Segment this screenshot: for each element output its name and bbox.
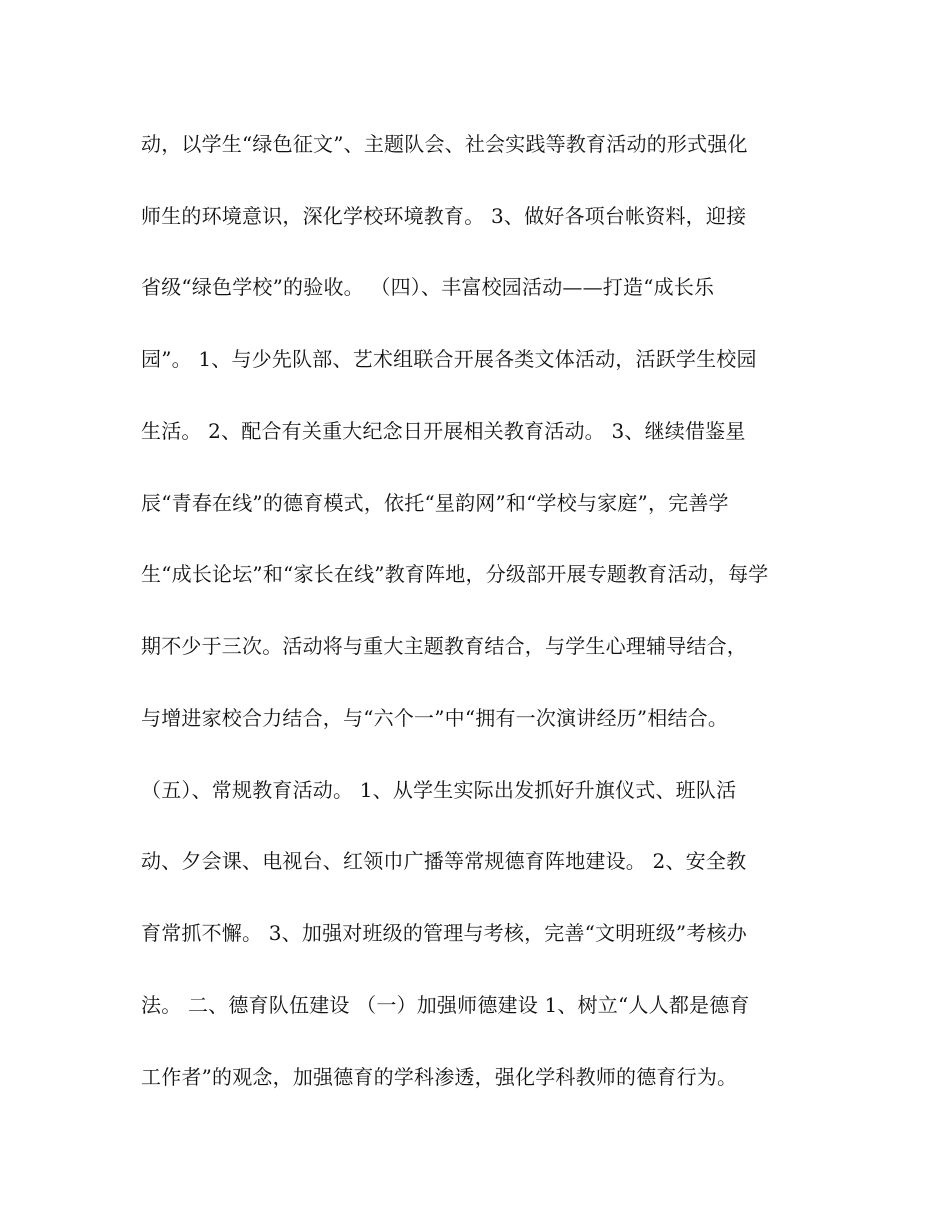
text-line: 辰“青春在线”的德育模式，依托“星韵网”和“学校与家庭”，完善学	[141, 491, 729, 515]
text-line: 动、夕会课、电视台、红领巾广播等常规德育阵地建设。 2、安全教	[141, 849, 747, 873]
text-line: 省级“绿色学校”的验收。 （四）、丰富校园活动——打造“成长乐	[141, 275, 715, 299]
text-line: 园”。 1、与少先队部、艺术组联合开展各类文体活动，活跃学生校园	[141, 347, 757, 371]
text-line: 动，以学生“绿色征文”、主题队会、社会实践等教育活动的形式强化	[141, 132, 748, 156]
text-line: （五）、常规教育活动。 1、从学生实际出发抓好升旗仪式、班队活	[141, 778, 737, 802]
text-line: 生“成长论坛”和“家长在线”教育阵地，分级部开展专题教育活动，每学	[141, 562, 769, 586]
text-line: 生活。 2、配合有关重大纪念日开展相关教育活动。 3、继续借鉴星	[141, 419, 746, 443]
text-line: 法。 二、德育队伍建设 （一）加强师德建设 1、树立“人人都是德育	[141, 993, 750, 1017]
text-line: 期不少于三次。活动将与重大主题教育结合，与学生心理辅导结合，	[141, 634, 747, 658]
text-line: 育常抓不懈。 3、加强对班级的管理与考核，完善“文明班级”考核办	[141, 921, 747, 945]
text-line: 工作者”的观念，加强德育的学科渗透，强化学科教师的德育行为。	[141, 1065, 738, 1089]
text-line: 师生的环境意识，深化学校环境教育。 3、做好各项台帐资料，迎接	[141, 204, 747, 228]
text-line: 与增进家校合力结合，与“六个一”中“拥有一次演讲经历”相结合。	[141, 706, 729, 730]
